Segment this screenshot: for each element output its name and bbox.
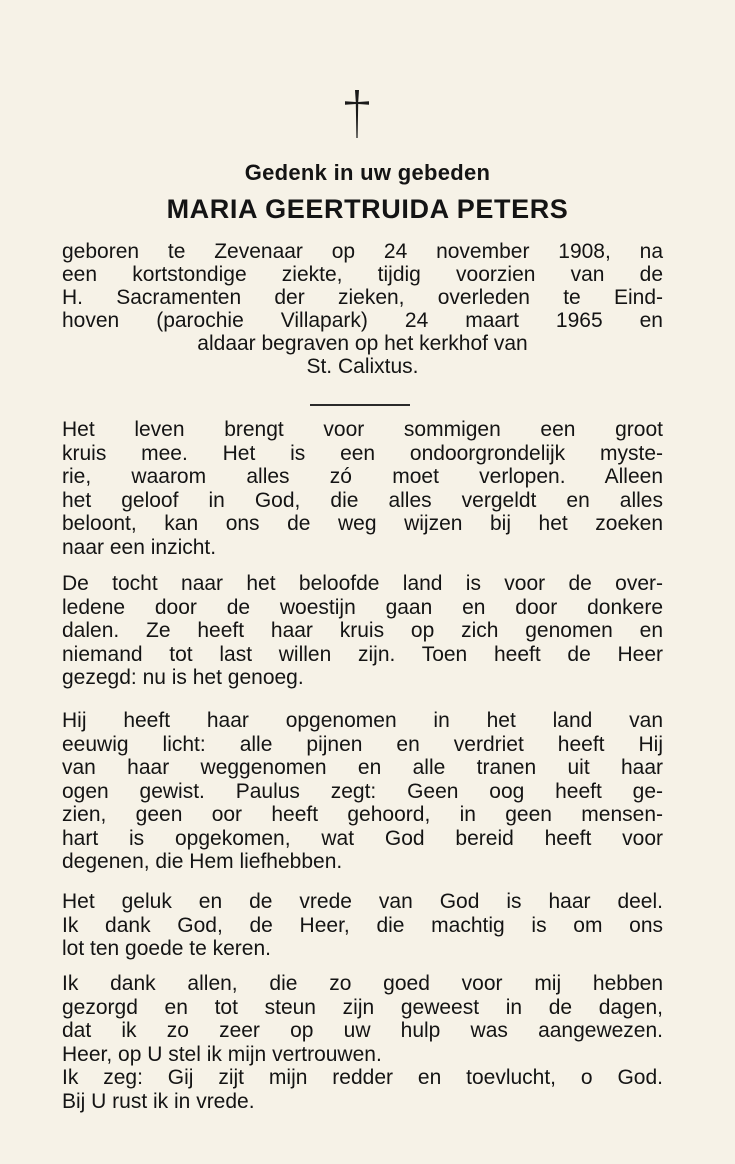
paragraph-5 <box>62 972 663 1113</box>
text-line: ogen gewist. Paulus zegt: Geen oog heeft ge- <box>62 779 663 803</box>
text-line: lot ten goede te keren. <box>62 937 271 960</box>
paragraph-3 <box>62 709 663 874</box>
text-line: zien, geen oor heeft gehoord, in geen mensen- <box>62 803 663 826</box>
cross-icon <box>342 88 372 140</box>
bio-line: hoven (parochie Villapark) 24 maart 1965 en <box>62 309 663 332</box>
text-line: Ik dank God, de Heer, die machtig is om ons <box>62 913 663 937</box>
bio-line: een kortstondige ziekte, tijdig voorzien van de <box>62 263 663 286</box>
bio-line: H. Sacramenten der zieken, overleden te Eind- <box>62 286 663 309</box>
text-line: Bij U rust ik in vrede. <box>62 1089 255 1113</box>
text-line: degenen, die Hem liefhebben. <box>62 850 343 873</box>
text-line: Het geluk en de vrede van God is haar deel. <box>62 890 663 913</box>
text-line: Ik zeg: Gij zijt mijn redder en toevlucht, o God. <box>62 1066 663 1089</box>
text-line: dalen. Ze heeft haar kruis op zich genomen en <box>62 619 663 642</box>
text-line: naar een inzicht. <box>62 535 217 559</box>
text-line: rie, waarom alles zó moet verlopen. Alleen <box>62 465 663 488</box>
text-line: De tocht naar het beloofde land is voor de over- <box>62 572 663 595</box>
text-line: hart is opgekomen, wat God bereid heeft voor <box>62 826 663 850</box>
text-line: gezorgd en tot steun zijn geweest in de dagen, <box>62 995 663 1019</box>
deceased-name: MARIA GEERTRUIDA PETERS <box>166 194 569 224</box>
text-line: Het leven brengt voor sommigen een groot <box>62 418 663 441</box>
text-line: eeuwig licht: alle pijnen en verdriet heeft Hij <box>62 732 663 756</box>
bio-line: St. Calixtus. <box>306 355 419 378</box>
text-line: dat ik zo zeer op uw hulp was aangewezen. <box>62 1019 663 1042</box>
bio-line: aldaar begraven op het kerkhof van <box>197 332 528 355</box>
text-line: het geloof in God, die alles vergeldt en alles <box>62 488 663 512</box>
text-line: Hij heeft haar opgenomen in het land van <box>62 709 663 732</box>
paragraph-1 <box>62 418 663 559</box>
divider <box>310 404 410 406</box>
paragraph-2 <box>62 572 663 690</box>
text-line: van haar weggenomen en alle tranen uit haar <box>62 756 663 779</box>
text-line: Heer, op U stel ik mijn vertrouwen. <box>62 1042 382 1066</box>
text-line: kruis mee. Het is een ondoorgrondelijk myste- <box>62 441 663 465</box>
biography <box>62 240 663 378</box>
text-line: Ik dank allen, die zo goed voor mij hebben <box>62 972 663 995</box>
paragraph-4 <box>62 890 663 961</box>
text-line: niemand tot last willen zijn. Toen heeft de Heer <box>62 642 663 666</box>
text-line: beloont, kan ons de weg wijzen bij het zoeken <box>62 512 663 535</box>
remembrance-heading: Gedenk in uw gebeden <box>244 160 491 185</box>
text-line: gezegd: nu is het genoeg. <box>62 666 304 689</box>
bio-line: geboren te Zevenaar op 24 november 1908, na <box>62 240 663 263</box>
text-line: ledene door de woestijn gaan en door donkere <box>62 595 663 619</box>
